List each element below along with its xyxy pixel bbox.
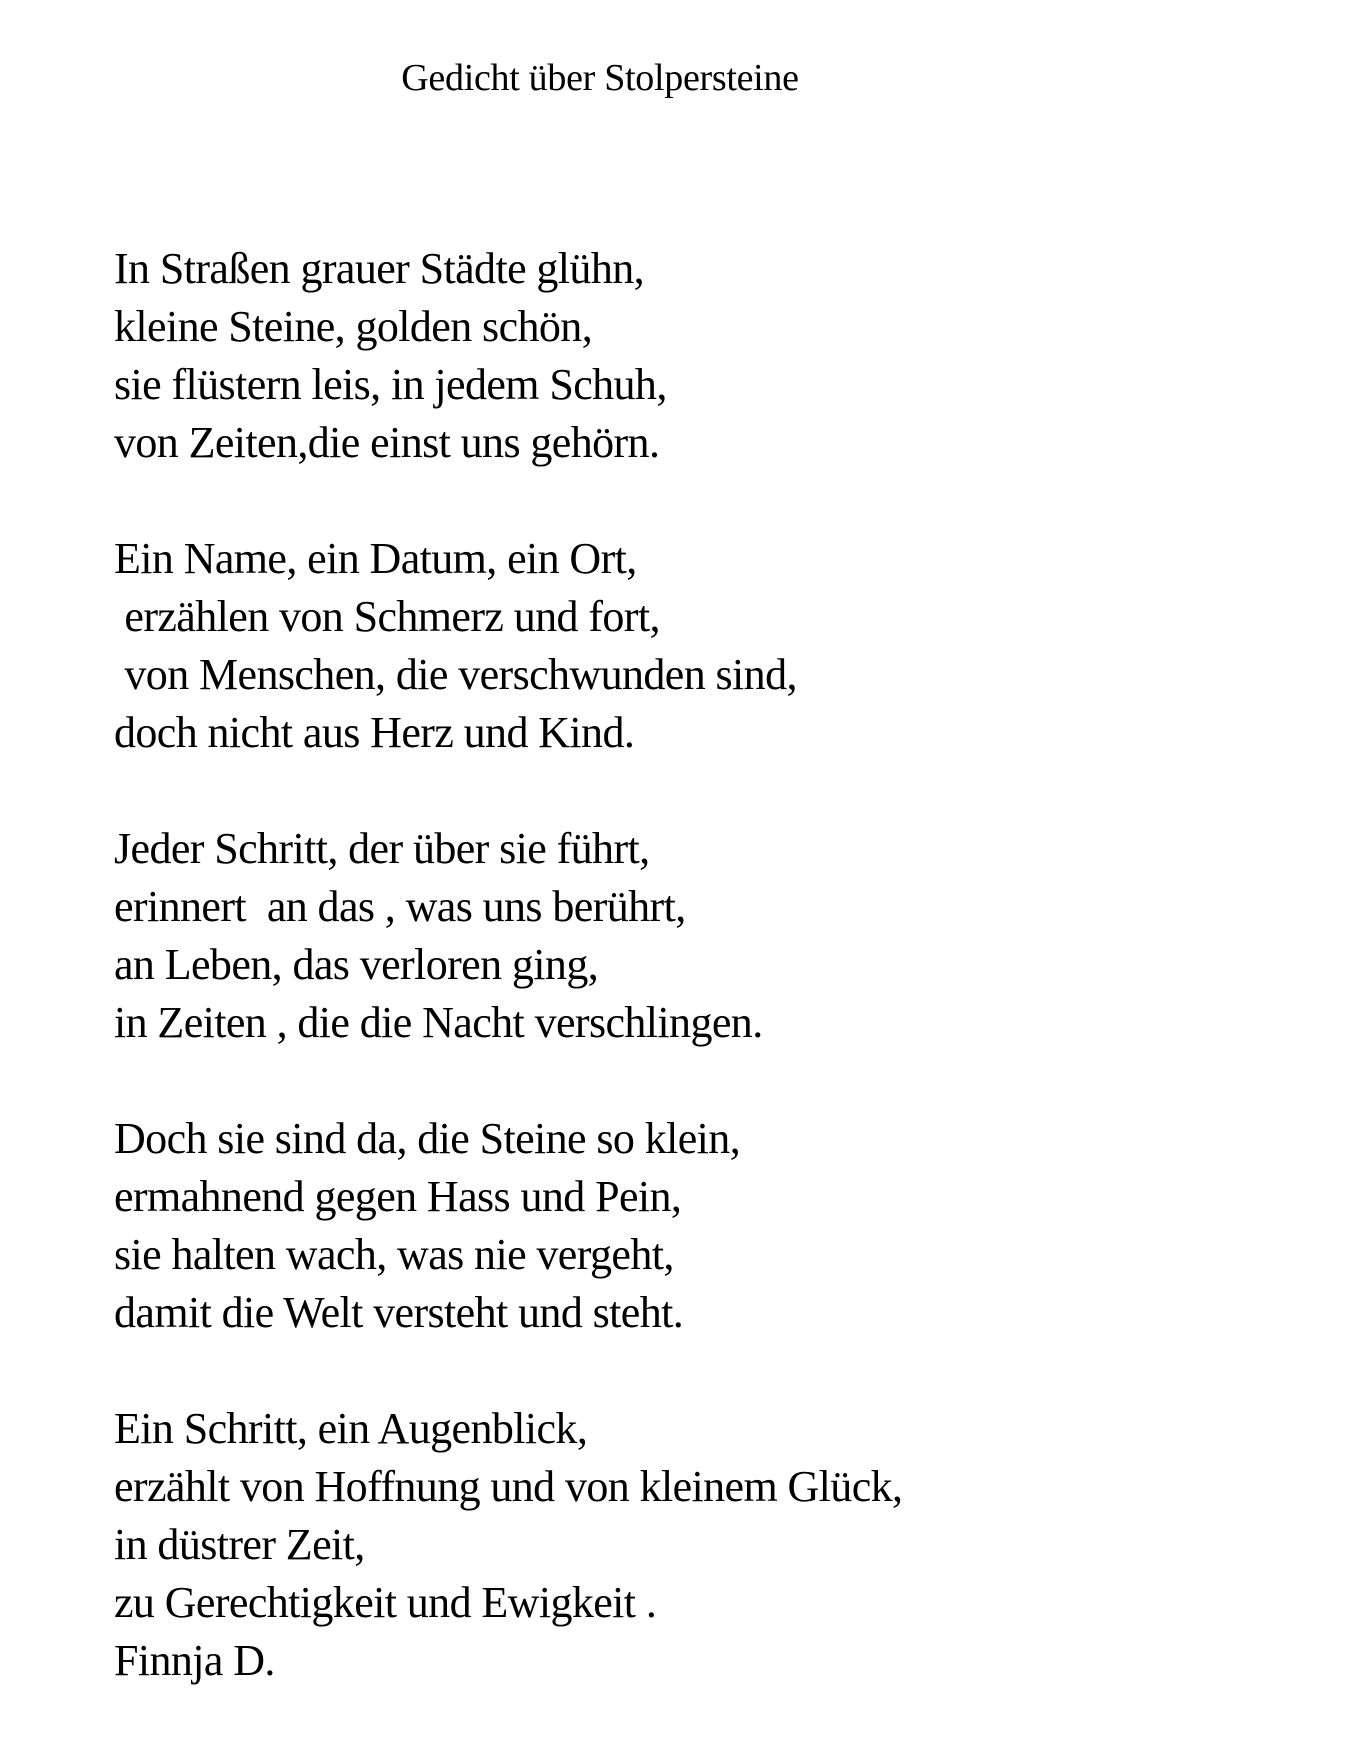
poem-line: erinnert an das , was uns berührt,: [114, 882, 686, 931]
poem-line: Doch sie sind da, die Steine so klein,: [114, 1114, 741, 1163]
poem-title: Gedicht über Stolpersteine: [401, 57, 799, 99]
poem-line: kleine Steine, golden schön,: [114, 302, 593, 351]
stanza-1: [114, 240, 1264, 472]
poem-line: Ein Name, ein Datum, ein Ort,: [114, 534, 637, 583]
poem-line: ermahnend gegen Hass und Pein,: [114, 1172, 682, 1221]
poem-line: Ein Schritt, ein Augenblick,: [114, 1404, 588, 1453]
poem-line: damit die Welt versteht und steht.: [114, 1288, 684, 1337]
author-signature: Finnja D.: [114, 1636, 275, 1685]
stanza-5: [114, 1400, 1264, 1690]
poem-body: [114, 240, 1264, 1690]
poem-line: doch nicht aus Herz und Kind.: [114, 708, 635, 757]
poem-line: Jeder Schritt, der über sie führt,: [114, 824, 650, 873]
poem-line: von Zeiten,die einst uns gehörn.: [114, 418, 660, 467]
poem-line: in Zeiten , die die Nacht verschlingen.: [114, 998, 763, 1047]
poem-line: von Menschen, die verschwunden sind,: [114, 650, 797, 699]
poem-line: an Leben, das verloren ging,: [114, 940, 599, 989]
poem-line: In Straßen grauer Städte glühn,: [114, 244, 645, 293]
poem-line: erzählt von Hoffnung und von kleinem Glück,: [114, 1462, 903, 1511]
stanza-3: [114, 820, 1264, 1052]
poem-line: sie halten wach, was nie vergeht,: [114, 1230, 674, 1279]
stanza-2: [114, 530, 1264, 762]
poem-line: zu Gerechtigkeit und Ewigkeit .: [114, 1578, 657, 1627]
poem-line: sie flüstern leis, in jedem Schuh,: [114, 360, 667, 409]
poem-line: in düstrer Zeit,: [114, 1520, 365, 1569]
stanza-4: [114, 1110, 1264, 1342]
poem-line: erzählen von Schmerz und fort,: [114, 592, 660, 641]
